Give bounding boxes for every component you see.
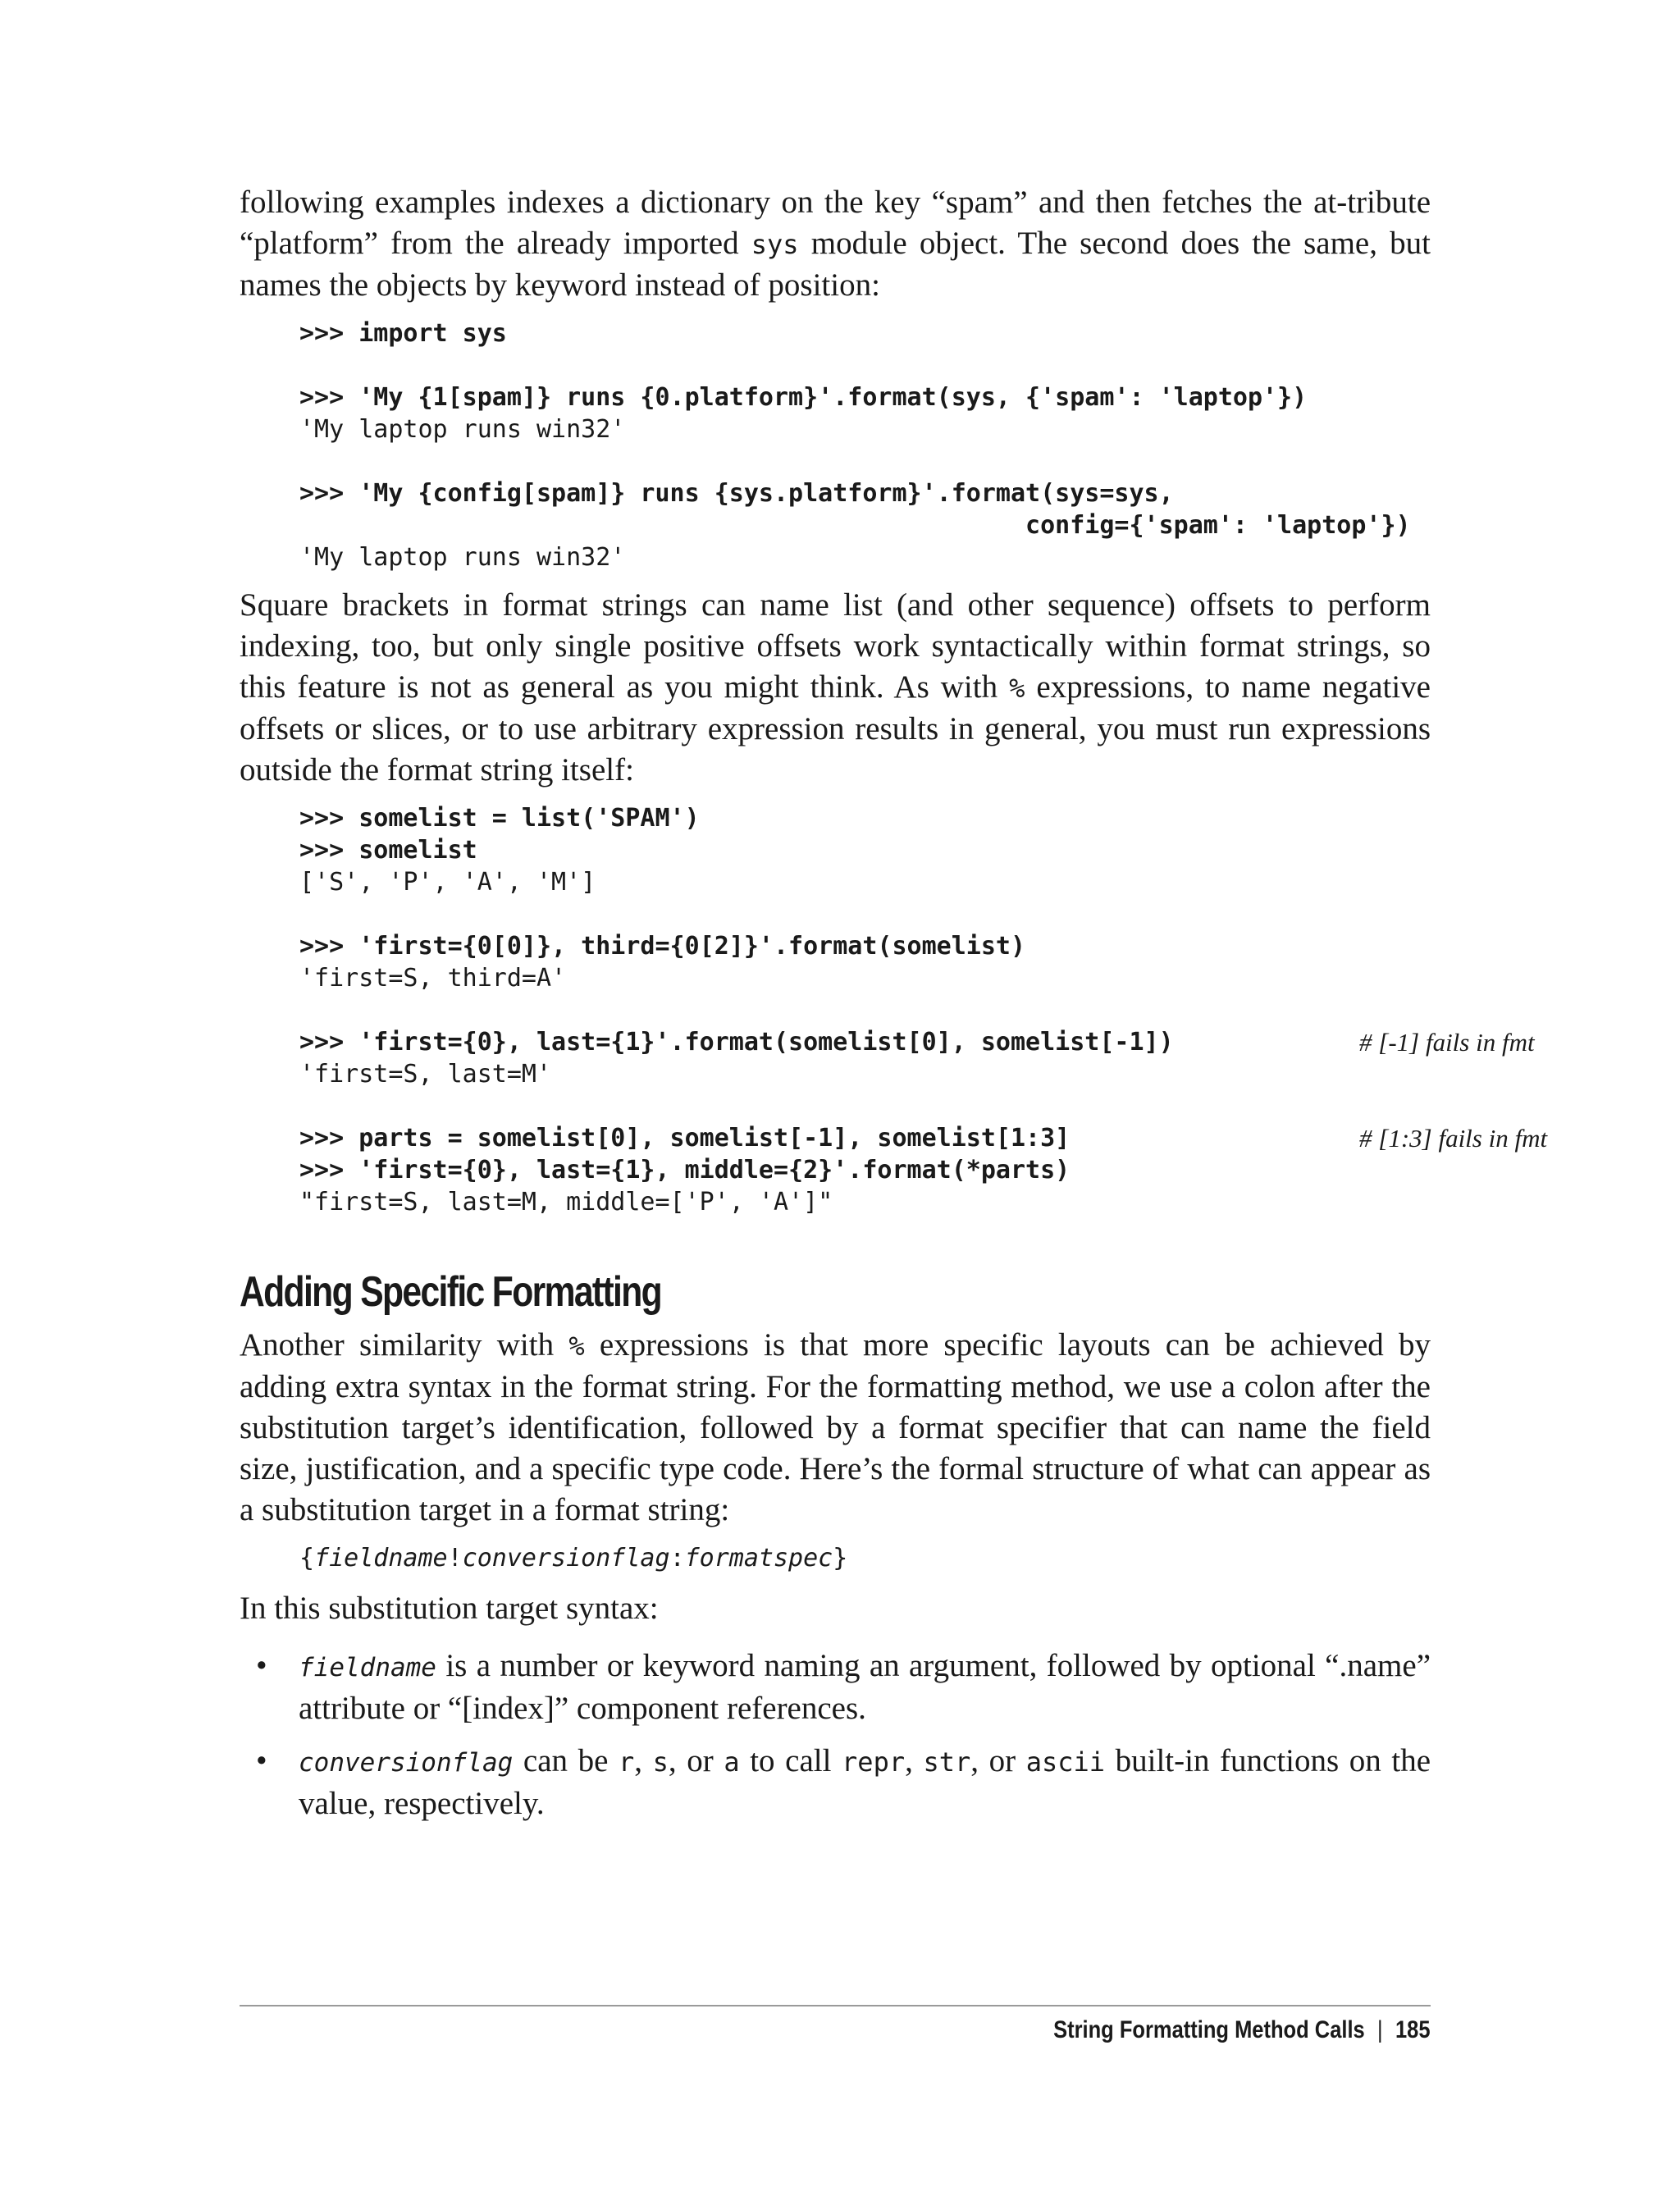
- intro-text-2: module object. The second does the same, but names the objects by keyword instead of position:: [240, 226, 1431, 303]
- syntax-line: [240, 1541, 1431, 1577]
- para2-text-1: Square brackets in format strings can name list (and other sequence) offsets to perform indexing, too, but only single positive offsets work syntactically within format strings, so this feature is not as general as you might think. As with: [240, 587, 1431, 705]
- code-output: 'My laptop runs win32': [299, 543, 626, 572]
- code-r: r: [619, 1746, 635, 1778]
- code-output: "first=S, last=M, middle=['P', 'A']": [299, 1188, 833, 1217]
- bullet-text: ,: [905, 1743, 924, 1778]
- para3-text-1: Another similarity with: [240, 1327, 569, 1363]
- intro-paragraph: [240, 182, 1431, 306]
- page-number: 185: [1395, 2016, 1431, 2043]
- code-line: [299, 477, 1431, 509]
- code-line: [299, 1026, 1535, 1058]
- code-input: >>> somelist: [299, 836, 477, 865]
- bullet-item-fieldname: [240, 1646, 1431, 1729]
- para2-text-2: expressions, to name negative offsets or slices, or to use arbitrary expression results in general, you must run expressions outside the format string itself:: [240, 669, 1431, 788]
- bullet-dot-icon: •: [256, 1648, 267, 1683]
- code-line: [299, 834, 1431, 866]
- code-s: s: [652, 1746, 669, 1778]
- syntax-open-brace: {: [299, 1544, 315, 1573]
- bullet-text: , or: [668, 1743, 724, 1778]
- footer-rule: [240, 2005, 1431, 2006]
- bullet-dot-icon: •: [256, 1743, 267, 1778]
- bullet-text: can be: [513, 1743, 619, 1778]
- code-line: [299, 1090, 1431, 1122]
- code-input: >>> 'My {1[spam]} runs {0.platform}'.format(sys, {'spam': 'laptop'}): [299, 383, 1308, 412]
- intro-code-sys: sys: [751, 229, 799, 260]
- code-ascii: ascii: [1025, 1746, 1106, 1778]
- footer-separator: |: [1377, 2016, 1384, 2043]
- code-output: 'My laptop runs win32': [299, 415, 626, 444]
- code-input: config={'spam': 'laptop'}): [299, 511, 1411, 540]
- page-content: [240, 182, 1548, 1824]
- code-line: [299, 994, 1431, 1026]
- bullet-text: to call: [739, 1743, 842, 1778]
- code-line: [299, 317, 1431, 349]
- bullet-list: [240, 1646, 1431, 1824]
- paragraph-substitution-syntax: In this substitution target syntax:: [240, 1591, 659, 1626]
- code-input: >>> parts = somelist[0], somelist[-1], somelist[1:3]: [299, 1124, 1071, 1153]
- bullet-text: ,: [634, 1743, 653, 1778]
- syntax-formatspec: formatspec: [684, 1544, 833, 1573]
- syntax-fieldname: fieldname: [314, 1544, 448, 1573]
- syntax-close-brace: }: [833, 1544, 848, 1573]
- code-str: str: [923, 1746, 971, 1778]
- code-line: [299, 541, 1431, 573]
- section-heading: Adding Specific Formatting: [240, 1268, 662, 1316]
- code-line: [299, 866, 1431, 898]
- bullet-text: , or: [970, 1743, 1026, 1778]
- bullet-text: built-in functions on the value, respectively.: [299, 1743, 1431, 1821]
- paragraph-specific-formatting: [240, 1325, 1431, 1531]
- code-input: >>> 'My {config[spam]} runs {sys.platform}'.format(sys=sys,: [299, 479, 1174, 508]
- code-line: [299, 1186, 1431, 1218]
- code-input: >>> somelist = list('SPAM'): [299, 804, 700, 833]
- code-line: [299, 1058, 1431, 1090]
- footer-chapter-title: String Formatting Method Calls: [1053, 2016, 1366, 2043]
- code-line: [299, 898, 1431, 930]
- syntax-colon: :: [669, 1544, 685, 1573]
- bullet-term-fieldname: fieldname: [299, 1653, 436, 1682]
- code-input: >>> import sys: [299, 319, 507, 348]
- code-input: >>> 'first={0}, last={1}'.format(somelist[0], somelist[-1]): [299, 1028, 1174, 1057]
- code-input: >>> 'first={0}, last={1}, middle={2}'.format(*parts): [299, 1156, 1071, 1185]
- code-line: [299, 1122, 1548, 1154]
- syntax-bang: !: [447, 1544, 463, 1573]
- paragraph-square-brackets: [240, 585, 1431, 791]
- code-line: [299, 1154, 1431, 1186]
- syntax-conversionflag: conversionflag: [462, 1544, 670, 1573]
- code-block-2: [240, 802, 1548, 1218]
- code-a: a: [724, 1746, 740, 1778]
- code-line: [299, 509, 1431, 541]
- bullet-item-conversionflag: [240, 1741, 1431, 1824]
- code-output: ['S', 'P', 'A', 'M']: [299, 868, 596, 897]
- code-line: [299, 413, 1431, 445]
- code-line: [299, 930, 1431, 962]
- code-input: >>> 'first={0[0]}, third={0[2]}'.format(somelist): [299, 932, 1026, 961]
- bullet-term-conversionflag: conversionflag: [299, 1748, 514, 1778]
- code-output: 'first=S, last=M': [299, 1060, 552, 1089]
- code-line: [299, 802, 1431, 834]
- para3-text-2: expressions is that more specific layouts can be achieved by adding extra syntax in the format string. For the formatting method, we use a colon after the substitution target’s identification, followed by a format specifier that can name the field size, justification, and a specific type code. Here’s the formal structure of what can appear as a substitution target in a format string:: [240, 1327, 1431, 1527]
- code-comment: # [-1] fails in fmt: [1359, 1028, 1535, 1057]
- code-line: [299, 349, 1431, 381]
- code-output: 'first=S, third=A': [299, 964, 567, 993]
- code-line: [299, 962, 1431, 994]
- code-line: [299, 381, 1431, 413]
- code-repr: repr: [842, 1746, 906, 1778]
- intro-text-1: following examples indexes a dictionary on the key “spam” and then fetches the at-tribute “platform” from the already imported: [240, 185, 1431, 261]
- bullet-text-fieldname: is a number or keyword naming an argument, followed by optional “.name” attribute or “[index]” component references.: [299, 1648, 1431, 1726]
- code-comment: # [1:3] fails in fmt: [1359, 1124, 1548, 1153]
- code-block-1: [240, 317, 1431, 573]
- para3-code-percent: %: [568, 1331, 585, 1362]
- para2-code-percent: %: [1009, 673, 1025, 704]
- page-footer: [1054, 2016, 1431, 2044]
- code-line: [299, 445, 1431, 477]
